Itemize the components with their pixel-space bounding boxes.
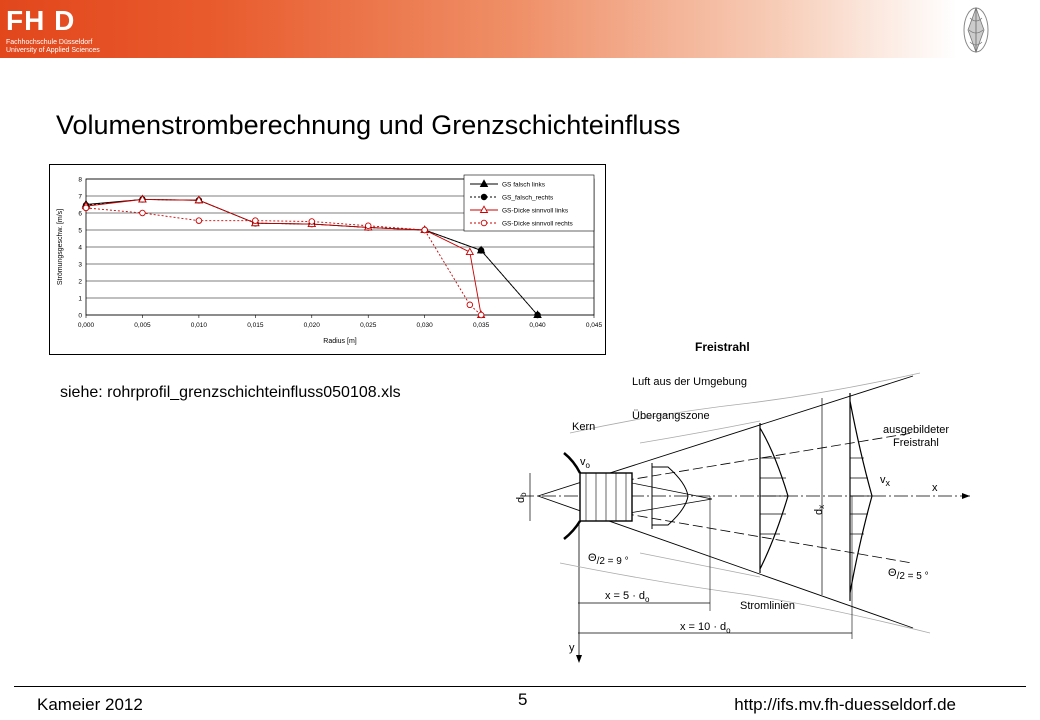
y-axis-label: Strömungsgeschw. [m/s] [57, 208, 64, 286]
y-tick-label: 8 [78, 176, 82, 184]
streamline-3 [640, 421, 760, 443]
label-stromlinien: Stromlinien [740, 600, 796, 612]
data-point [467, 302, 473, 308]
x-axis-arrow [962, 493, 970, 499]
y-tick-label: 7 [78, 193, 82, 201]
data-point [140, 210, 146, 216]
fh-logo [6, 6, 126, 54]
data-point [478, 312, 484, 318]
x-tick-label: 0,035 [472, 322, 490, 329]
page-number: 5 [518, 690, 528, 709]
data-point [253, 218, 259, 224]
label-theta-2: Θ/2 = 5 ° [888, 567, 929, 582]
label-x5: $x = 5 \cdot d_o$ [605, 590, 650, 604]
data-point [309, 219, 315, 225]
data-point [83, 205, 89, 211]
logo-line-2: University of Applied Sciences [6, 47, 100, 54]
data-point [481, 194, 487, 200]
data-point [196, 218, 202, 224]
y-tick-label: 6 [78, 210, 82, 218]
footer-rule [14, 686, 1026, 687]
label-x-axis: x [932, 482, 938, 494]
label-y-axis: y [569, 642, 575, 654]
legend-label: GS_falsch_rechts [502, 194, 554, 202]
header-band [0, 0, 1040, 58]
x-tick-label: 0,015 [247, 322, 264, 329]
label-ausgebildet-1: ausgebildeter [883, 424, 950, 436]
chart-frame [49, 164, 606, 355]
y-tick-label: 3 [78, 261, 82, 269]
label-luft: Luft aus der Umgebung [632, 376, 747, 388]
y-tick-label: 4 [78, 244, 82, 252]
label-ausgebildet-2: Freistrahl [893, 437, 939, 449]
data-point [535, 312, 541, 318]
x-axis-label: Radius [m] [323, 338, 357, 345]
data-point [422, 227, 428, 233]
streamline-4 [640, 553, 760, 577]
label-theta-1: Θ/2 = 9 ° [588, 552, 629, 567]
x-tick-label: 0,025 [360, 322, 377, 329]
label-dx: dx [813, 504, 826, 515]
y-tick-label: 0 [78, 312, 82, 320]
legend-label: GS-Dicke sinnvoll rechts [502, 220, 573, 228]
x-tick-label: 0,000 [77, 322, 95, 329]
nozzle-lip-lower [564, 521, 580, 539]
y-tick-label: 2 [78, 278, 82, 286]
diagram-title: Freistrahl [695, 340, 750, 354]
legend-label: GS falsch links [502, 181, 545, 189]
x-tick-label: 0,010 [190, 322, 208, 329]
label-v0: $v_o$ [580, 456, 590, 470]
y-tick-label: 1 [78, 295, 82, 303]
footer-author: Kameier 2012 [37, 695, 143, 714]
nozzle-lip-upper [564, 453, 580, 473]
logo-line-1: Fachhochschule Düsseldorf [6, 39, 93, 46]
y-axis-arrow [576, 655, 582, 663]
y-tick-label: 5 [78, 227, 82, 235]
freistrahl-diagram [500, 333, 980, 668]
x-tick-label: 0,030 [416, 322, 433, 329]
legend-label: GS-Dicke sinnvoll links [502, 207, 569, 215]
x-tick-label: 0,045 [585, 322, 603, 329]
footer-url: http://ifs.mv.fh-duesseldorf.de [734, 695, 956, 714]
emblem-icon [956, 4, 996, 56]
x-tick-label: 0,020 [303, 322, 320, 329]
velocity-profile-chart [50, 165, 605, 354]
label-x10: $x = 10 \cdot d_o$ [680, 621, 731, 635]
label-d0: do [515, 492, 528, 503]
file-reference-note: siehe: rohrprofil_grenzschichteinfluss050108.xls [60, 384, 401, 401]
profile-transition [760, 423, 788, 573]
label-vx: $v_x$ [880, 474, 890, 488]
label-kern: Kern [572, 421, 596, 433]
profile-developed [850, 393, 872, 601]
logo-mark: FH D [6, 5, 76, 36]
x-tick-label: 0,040 [529, 322, 546, 329]
label-uebergangszone: Übergangszone [632, 410, 710, 422]
data-point [478, 248, 484, 254]
data-point [365, 223, 371, 229]
slide-title: Volumenstromberechnung und Grenzschichteinfluss [56, 110, 681, 140]
data-point [481, 220, 487, 226]
x-tick-label: 0,005 [134, 322, 151, 329]
